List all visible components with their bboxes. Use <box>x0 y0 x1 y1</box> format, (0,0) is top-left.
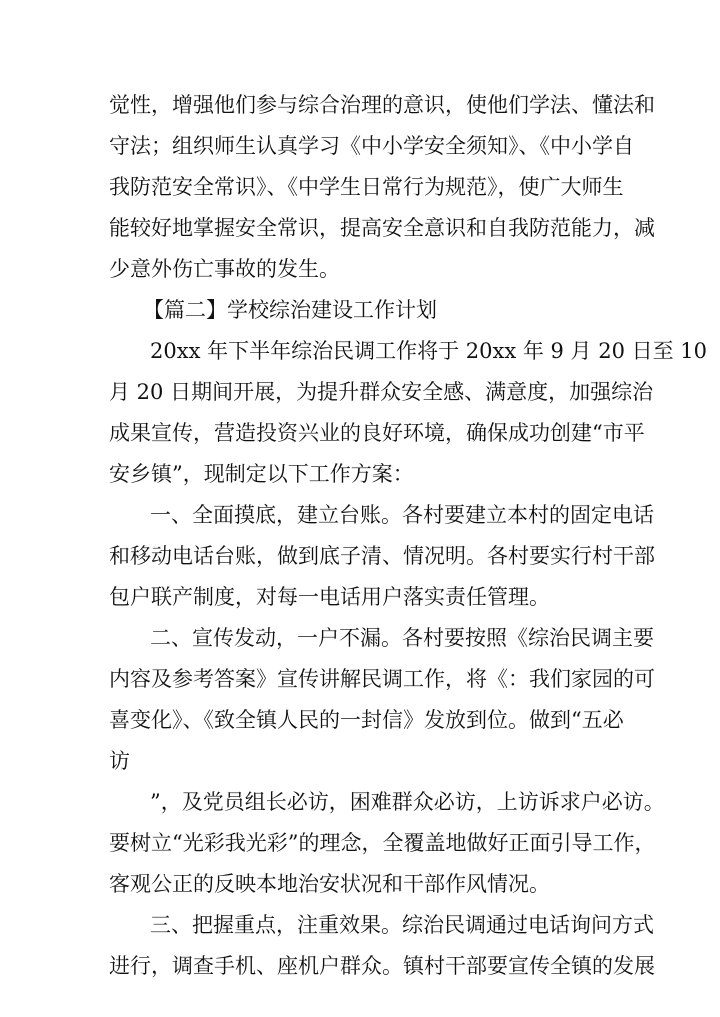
text-line: 二、宣传发动，一户不漏。各村要按照《综治民调主要 <box>150 626 654 650</box>
text-line: 访 <box>109 749 130 773</box>
text-line: 要树立“光彩我光彩”的理念，全覆盖地做好正面引导工作， <box>109 831 656 855</box>
text-line: 三、把握重点，注重效果。综治民调通过电话询问方式 <box>150 913 654 937</box>
text-line: 少意外伤亡事故的发生。 <box>109 257 340 281</box>
text-line: 进行，调查手机、座机户群众。镇村干部要宣传全镇的发展 <box>109 954 655 978</box>
text-line: 觉性，增强他们参与综合治理的意识，使他们学法、懂法和 <box>109 93 655 117</box>
text-line: 20xx 年下半年综治民调工作将于 20xx 年 9 月 20 日至 10 <box>150 339 708 363</box>
text-line: 一、全面摸底，建立台账。各村要建立本村的固定电话 <box>150 503 654 527</box>
text-line: 成果宣传，营造投资兴业的良好环境，确保成功创建“市平 <box>109 421 645 445</box>
text-line: 内容及参考答案》宣传讲解民调工作，将《：我们家园的可 <box>109 667 655 691</box>
text-line: 包户联产制度，对每一电话用户落实责任管理。 <box>109 585 550 609</box>
text-line: 守法；组织师生认真学习《中小学安全须知》、《中小学自 <box>109 134 634 158</box>
text-line: 我防范安全常识》、《中学生日常行为规范》，使广大师生 <box>109 175 624 199</box>
text-line: 能较好地掌握安全常识，提高安全意识和自我防范能力，减 <box>109 216 655 240</box>
text-line: ”，及党员组长必访，困难群众必访，上访诉求户必访。 <box>150 790 665 814</box>
text-line: 月 20 日期间开展，为提升群众安全感、满意度，加强综治 <box>109 380 654 404</box>
text-line: 安乡镇”，现制定以下工作方案： <box>109 462 414 486</box>
text-line: 喜变化》、《致全镇人民的一封信》发放到位。做到“五必 <box>109 708 624 732</box>
text-line: 和移动电话台账，做到底子清、情况明。各村要实行村干部 <box>109 544 655 568</box>
section-heading: 【篇二】学校综治建设工作计划 <box>143 298 437 322</box>
text-line: 客观公正的反映本地治安状况和干部作风情况。 <box>109 872 550 896</box>
